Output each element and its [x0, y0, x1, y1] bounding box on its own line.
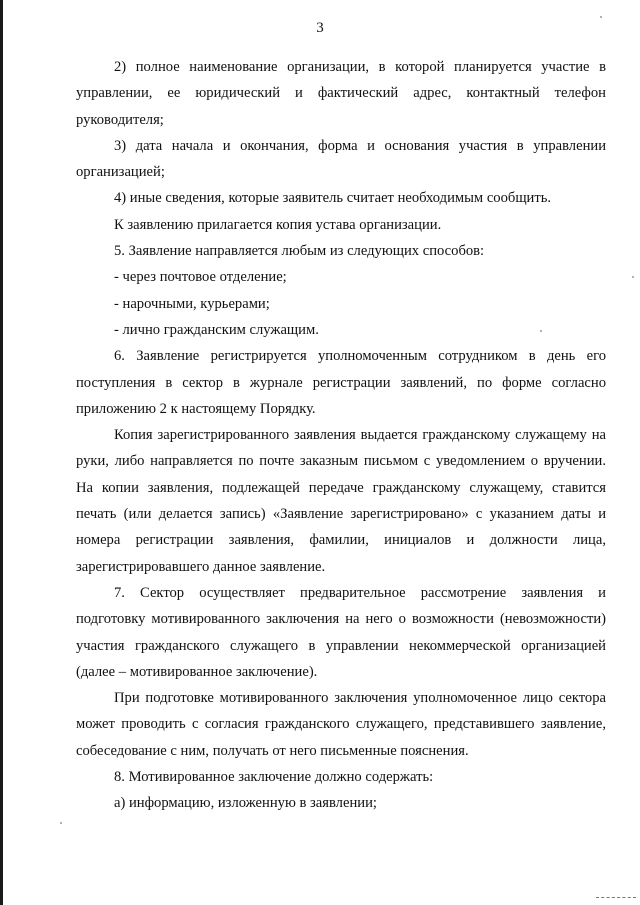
- paragraph-item-3: 3) дата начала и окончания, форма и основания участия в управлении организацией;: [76, 137, 606, 181]
- scan-speck: [600, 16, 602, 18]
- scan-speck: [540, 330, 542, 332]
- list-item-personal: - лично гражданским служащим.: [114, 321, 319, 338]
- document-body: [76, 54, 606, 817]
- paragraph-item-2: 2) полное наименование организации, в которой планируется участие в управлении, ее юридический и фактический адрес, контактный телефон руководителя;: [76, 59, 606, 128]
- paragraph-clause-6: 6. Заявление регистрируется уполномоченным сотрудником в день его поступления в сектор в журнале регистрации заявлений, по форме согласно приложению 2 к настоящему Порядку.: [76, 348, 606, 417]
- scan-speck: [632, 276, 634, 278]
- page-number: 3: [316, 20, 324, 36]
- scan-edge: [0, 0, 3, 905]
- list-item-a: а) информацию, изложенную в заявлении;: [114, 795, 377, 812]
- scan-edge-dashes: [596, 897, 636, 899]
- paragraph-clause-5: 5. Заявление направляется любым из следующих способов:: [114, 243, 485, 260]
- paragraph-preparation: При подготовке мотивированного заключения уполномоченное лицо сектора может проводить с согласия гражданского служащего, представившего заявление, собеседование с ним, получать от него письменные пояснения.: [76, 690, 606, 759]
- paragraph-registered-copy: Копия зарегистрированного заявления выдается гражданскому служащему на руки, либо направляется по почте заказным письмом с уведомлением о вручении. На копии заявления, подлежащей передаче гражданскому служащему, ставится печать (или делается запись) «Заявление зарегистрировано» с указанием даты и номера регистрации заявления, фамилии, инициалов и должности лица, зарегистрировавшего данное заявление.: [76, 427, 606, 575]
- list-item-courier: - нарочными, курьерами;: [114, 295, 270, 312]
- paragraph-charter-copy: К заявлению прилагается копия устава организации.: [114, 216, 442, 233]
- list-item-post: - через почтовое отделение;: [114, 269, 287, 286]
- paragraph-item-4: 4) иные сведения, которые заявитель считает необходимым сообщить.: [114, 190, 552, 207]
- paragraph-clause-7: 7. Сектор осуществляет предварительное рассмотрение заявления и подготовку мотивированного заключения на него о возможности (невозможности) участия гражданского служащего в управлении некоммерческой организацией (далее – мотивированное заключение).: [76, 584, 606, 680]
- paragraph-clause-8: 8. Мотивированное заключение должно содержать:: [114, 769, 434, 786]
- scan-speck: [60, 822, 62, 824]
